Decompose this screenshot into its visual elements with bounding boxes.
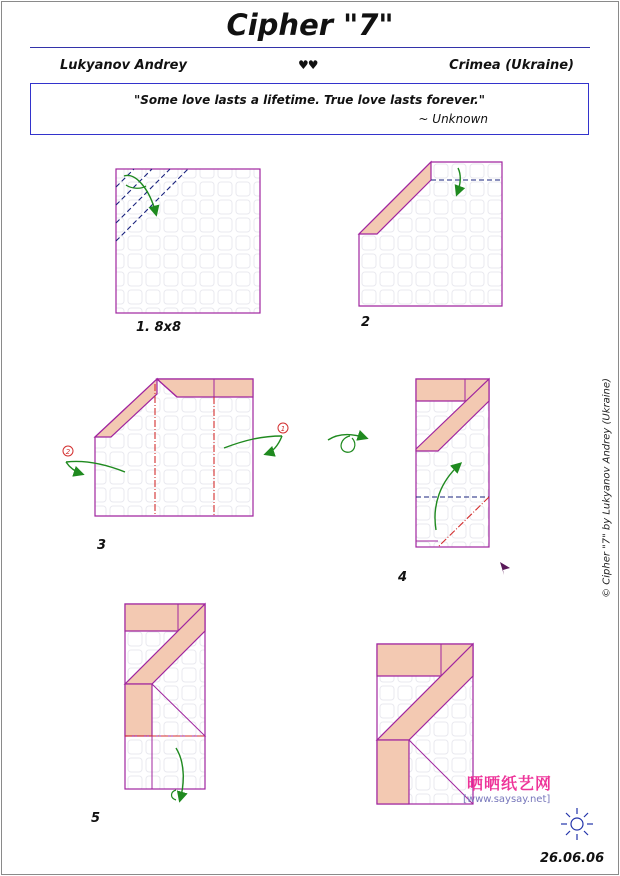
quote-text: "Some love lasts a lifetime. True love lasts forever.": [133, 93, 485, 107]
marker-one: 1: [280, 425, 286, 433]
quote-attribution: ~ Unknown: [418, 112, 488, 126]
sidebar-credit: © Cipher "7" by Lukyanov Andrey (Ukraine): [601, 378, 613, 598]
step1-diagram: [116, 169, 260, 313]
step5-diagram: [125, 604, 205, 800]
step4-diagram: [416, 379, 510, 575]
watermark-site-name: 晒晒纸艺网: [467, 774, 553, 793]
author-location: Crimea (Ukraine): [449, 58, 574, 73]
step-label-3: 3: [97, 538, 107, 553]
marker-two: 2: [65, 448, 71, 456]
footer-date: 26.06.06: [540, 851, 605, 866]
turn-over-icon: [328, 435, 366, 453]
hearts-icon: ♥♥: [298, 58, 318, 72]
page-title: Cipher "7": [226, 8, 394, 42]
sun-logo-icon: [561, 808, 593, 840]
step2-diagram: [359, 162, 502, 306]
step3-diagram: [63, 379, 288, 516]
step-label-5: 5: [91, 811, 101, 826]
step-label-2: 2: [361, 315, 371, 330]
author-name: Lukyanov Andrey: [60, 58, 187, 73]
final-diagram: [377, 644, 473, 804]
step-label-4: 4: [398, 570, 408, 585]
watermark-url[interactable]: [www.saysay.net]: [463, 794, 551, 805]
step-label-1: 1. 8x8: [136, 320, 181, 335]
